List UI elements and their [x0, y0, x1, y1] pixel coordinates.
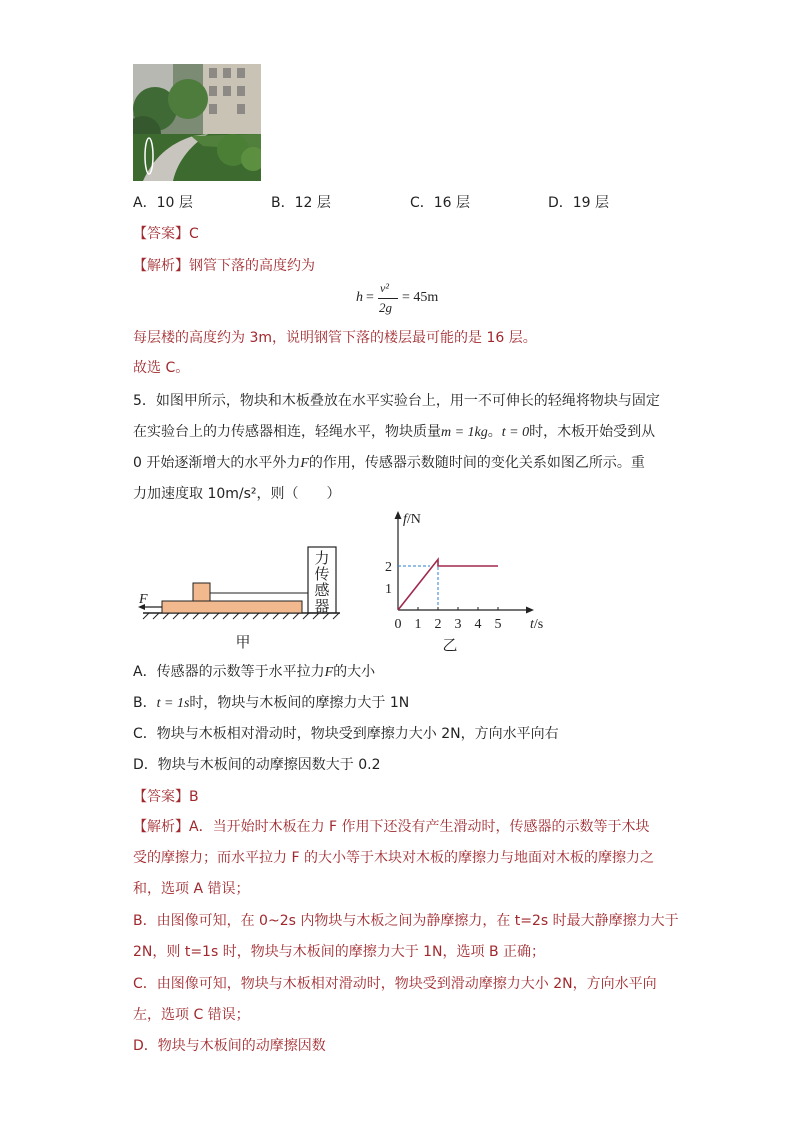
- q5-line4: 力加速度取 10m/s²，则（ ）: [133, 486, 341, 502]
- q5-option-b-text: 时，物块与木板间的摩擦力大于 1N: [189, 695, 410, 711]
- chart-ticks: [385, 560, 502, 632]
- prev-option-c: C．16 层: [410, 195, 471, 211]
- q5-line2-a: 在实验台上的力传感器相连，轻绳水平，物块质量: [133, 424, 441, 440]
- y-axis-label: f/N: [403, 512, 421, 527]
- q5-option-c: C．物块与木板相对滑动时，物块受到摩擦力大小 2N，方向水平向右: [133, 726, 559, 742]
- q5-option-b-t: t = 1s: [156, 696, 190, 711]
- q5-analysis-line-3: 和，选项 A 错误；: [133, 881, 250, 897]
- wooden-board: [162, 601, 302, 613]
- q5-time0: t = 0: [501, 425, 530, 440]
- chart-axes: [395, 511, 544, 632]
- q5-analysis-line-2: 受的摩擦力；而水平拉力 F 的大小等于木块对木板的摩擦力与地面对木板的摩擦力之: [133, 850, 654, 866]
- prev-option-b: B．12 层: [271, 195, 331, 211]
- x-tick-label: 0: [394, 617, 402, 632]
- prev-choose: 故选 C。: [133, 360, 190, 376]
- q5-analysis-line-4: B．由图像可知，在 0~2s 内物块与木板之间为静摩擦力，在 t=2s 时最大静摩擦力大于: [133, 913, 679, 929]
- force-label: F: [139, 592, 148, 607]
- formula-h: h: [356, 290, 363, 305]
- q5-option-a-end: 的大小: [333, 664, 376, 680]
- q5-option-b-label: B．: [133, 695, 157, 711]
- formula-eq: =: [366, 290, 374, 305]
- x-tick-label: 1: [414, 617, 422, 632]
- q5-force-f: F: [300, 456, 309, 471]
- chart-series: [398, 559, 498, 610]
- y-axis-arrow: [395, 511, 402, 519]
- formula-fraction-bar: [378, 298, 398, 299]
- q5-analysis-line-7: 左，选项 C 错误；: [133, 1007, 250, 1023]
- q5-analysis-line-6: C．由图像可知，物块与木板相对滑动时，物块受到滑动摩擦力大小 2N，方向水平向: [133, 976, 657, 992]
- street-photo-image: [133, 64, 261, 181]
- figure-yi-chart: [370, 505, 550, 655]
- q5-answer: 【答案】B: [133, 789, 199, 805]
- figure-jia: [135, 545, 345, 650]
- q5-analysis-line-1: 【解析】A．当开始时木板在力 F 作用下还没有产生滑动时，传感器的示数等于木块: [133, 819, 650, 835]
- y-tick-label: 1: [385, 582, 392, 597]
- q5-mass: m = 1kg: [441, 425, 488, 440]
- x-axis-arrow: [526, 607, 534, 614]
- table-hatching: [143, 613, 339, 619]
- x-tick-label: 5: [494, 617, 502, 632]
- x-tick-label: 2: [434, 617, 442, 632]
- figure-yi-caption: 乙: [442, 636, 458, 654]
- q5-option-a: [133, 661, 375, 681]
- q5-option-d: D．物块与木板间的动摩擦因数大于 0.2: [133, 757, 381, 773]
- x-axis-label: t/s: [530, 617, 544, 632]
- q5-line3-b: 的作用，传感器示数随时间的变化关系如图乙所示。重: [308, 455, 645, 471]
- sensor-text-2: 传: [314, 565, 330, 583]
- prev-conclusion: 每层楼的高度约为 3m，说明钢管下落的楼层最可能的是 16 层。: [133, 330, 537, 346]
- formula-numerator: v²: [380, 281, 389, 295]
- y-tick-label: 2: [385, 560, 392, 575]
- q5-analysis-line-8: D．物块与木板间的动摩擦因数: [133, 1038, 326, 1054]
- prev-analysis-text: 钢管下落的高度约为: [189, 258, 315, 274]
- prev-option-d: D．19 层: [548, 195, 610, 211]
- q5-line2-b: 。: [487, 424, 502, 440]
- q5-line1: 5．如图甲所示，物块和木板叠放在水平实验台上，用一不可伸长的轻绳将物块与固定: [133, 393, 660, 409]
- prev-analysis: [133, 255, 315, 275]
- q5-line3: [133, 452, 645, 472]
- sensor-text-3: 感: [314, 581, 330, 599]
- formula-denominator: 2g: [379, 300, 392, 315]
- prev-answer: 【答案】C: [133, 226, 199, 242]
- q5-line3-a: 0 开始逐渐增大的水平外力: [133, 455, 301, 471]
- q5-line2: [133, 421, 655, 441]
- x-tick-label: 3: [454, 617, 462, 632]
- x-tick-label: 4: [474, 617, 482, 632]
- q5-line2-c: 时，木板开始受到从: [529, 424, 656, 440]
- q5-option-a-f: F: [324, 665, 334, 680]
- q5-analysis-line-5: 2N，则 t=1s 时，物块与木板间的摩擦力大于 1N，选项 B 正确；: [133, 944, 546, 960]
- formula-result: = 45m: [402, 290, 439, 305]
- prev-analysis-label: 【解析】: [133, 258, 189, 274]
- friction-series-line: [398, 559, 498, 610]
- figure-jia-caption: 甲: [235, 633, 251, 650]
- street-photo: [133, 64, 261, 181]
- prev-option-a: A．10 层: [133, 195, 193, 211]
- q5-option-b: [133, 692, 409, 712]
- sensor-text-4: 器: [314, 597, 330, 615]
- q5-option-a-text: A．传感器的示数等于水平拉力: [133, 664, 325, 680]
- sensor-text-1: 力: [314, 549, 330, 567]
- block: [193, 583, 210, 601]
